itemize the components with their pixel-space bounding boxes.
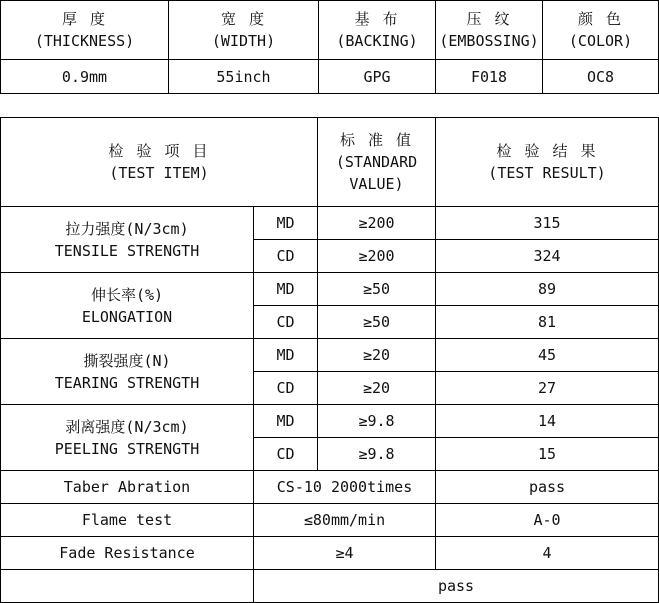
embossing-value: F018 xyxy=(436,60,543,94)
backing-value: GPG xyxy=(319,60,436,94)
peeling-item: 剥离强度(N/3cm) PEELING STRENGTH xyxy=(1,405,254,471)
backing-header: 基 布 (BACKING) xyxy=(319,1,436,60)
direction-cell: CD xyxy=(254,306,318,339)
result-cell: 315 xyxy=(436,207,659,240)
color-header: 颜 色 (COLOR) xyxy=(543,1,659,60)
table-row xyxy=(1,339,659,372)
table-row xyxy=(1,405,659,438)
final-blank-cell xyxy=(1,570,254,603)
direction-cell: MD xyxy=(254,405,318,438)
taber-item: Taber Abration xyxy=(1,471,254,504)
standard-cell: ≥200 xyxy=(318,240,436,273)
direction-cell: MD xyxy=(254,207,318,240)
spec-value-row xyxy=(1,60,659,94)
flame-item: Flame test xyxy=(1,504,254,537)
result-cell: 15 xyxy=(436,438,659,471)
fade-item: Fade Resistance xyxy=(1,537,254,570)
standard-cell: ≥50 xyxy=(318,306,436,339)
table-row xyxy=(1,273,659,306)
result-cell: 27 xyxy=(436,372,659,405)
direction-cell: MD xyxy=(254,273,318,306)
spec-table xyxy=(0,0,659,94)
test-table xyxy=(0,117,659,603)
table-row xyxy=(1,471,659,504)
standard-cell: ≥9.8 xyxy=(318,405,436,438)
direction-cell: CD xyxy=(254,438,318,471)
test-item-header: 检 验 项 目 (TEST ITEM) xyxy=(1,118,318,207)
direction-cell: MD xyxy=(254,339,318,372)
spec-header-row xyxy=(1,1,659,60)
standard-value-header: 标 准 值 (STANDARD VALUE) xyxy=(318,118,436,207)
thickness-value: 0.9mm xyxy=(1,60,169,94)
result-cell: 89 xyxy=(436,273,659,306)
table-row xyxy=(1,207,659,240)
table-row xyxy=(1,504,659,537)
standard-cell: ≥20 xyxy=(318,372,436,405)
final-row xyxy=(1,570,659,603)
embossing-header: 压 纹 (EMBOSSING) xyxy=(436,1,543,60)
result-cell: 324 xyxy=(436,240,659,273)
result-cell: pass xyxy=(436,471,659,504)
final-result: pass xyxy=(254,570,659,603)
result-cell: 4 xyxy=(436,537,659,570)
standard-cell: ≥50 xyxy=(318,273,436,306)
table-row xyxy=(1,537,659,570)
width-header: 宽 度 (WIDTH) xyxy=(169,1,319,60)
thickness-header: 厚 度 (THICKNESS) xyxy=(1,1,169,60)
standard-cell: ≥9.8 xyxy=(318,438,436,471)
test-result-header: 检 验 结 果 (TEST RESULT) xyxy=(436,118,659,207)
direction-cell: CD xyxy=(254,240,318,273)
elongation-item: 伸长率(%) ELONGATION xyxy=(1,273,254,339)
standard-cell: ≤80mm/min xyxy=(254,504,436,537)
direction-cell: CD xyxy=(254,372,318,405)
width-value: 55inch xyxy=(169,60,319,94)
result-cell: 81 xyxy=(436,306,659,339)
standard-cell: ≥200 xyxy=(318,207,436,240)
result-cell: 45 xyxy=(436,339,659,372)
standard-cell: ≥20 xyxy=(318,339,436,372)
result-cell: 14 xyxy=(436,405,659,438)
tearing-item: 撕裂强度(N) TEARING STRENGTH xyxy=(1,339,254,405)
standard-cell: ≥4 xyxy=(254,537,436,570)
result-cell: A-0 xyxy=(436,504,659,537)
standard-cell: CS-10 2000times xyxy=(254,471,436,504)
color-value: OC8 xyxy=(543,60,659,94)
tensile-item: 拉力强度(N/3cm) TENSILE STRENGTH xyxy=(1,207,254,273)
test-header-row xyxy=(1,118,659,207)
